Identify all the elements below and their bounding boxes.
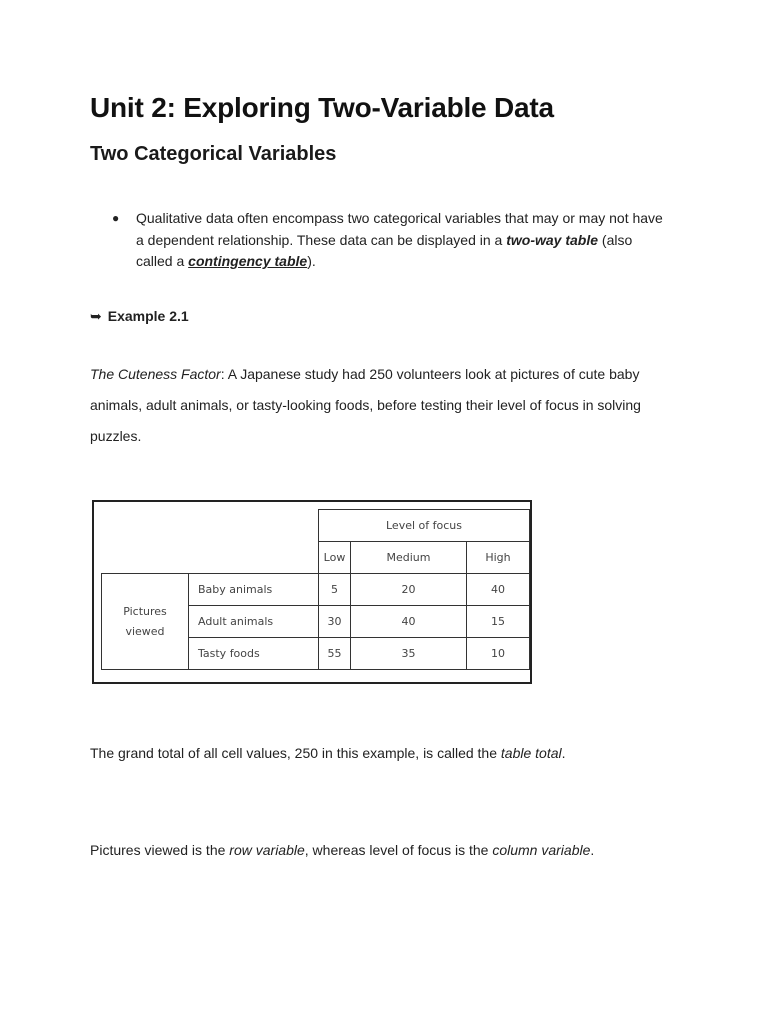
table-cell: 55: [318, 637, 351, 670]
table-total-note: [90, 745, 566, 761]
term-table-total: table total: [500, 745, 562, 761]
column-header-high: High: [466, 541, 530, 574]
term-row-variable: row variable: [229, 842, 305, 858]
bullet-text: [136, 208, 672, 273]
term-two-way-table: two-way table: [506, 231, 599, 248]
note-text: .: [590, 842, 595, 858]
bullet-text-part: ).: [307, 253, 316, 269]
note-text: Pictures viewed is the: [90, 842, 230, 858]
example-heading: [90, 308, 189, 325]
table-cell: 40: [466, 573, 530, 606]
study-description: : A Japanese study had 250 volunteers look at pictures of cute baby animals, adult animals, or tasty-looking foods, before testing their level of focus in solving puzzles.: [90, 366, 641, 444]
page-title: Unit 2: Exploring Two-Variable Data: [90, 92, 554, 123]
note-text: , whereas level of focus is the: [304, 842, 493, 858]
note-text: .: [561, 745, 566, 761]
row-label-tasty-foods: Tasty foods: [188, 637, 319, 670]
bullet-icon: ●: [112, 211, 120, 225]
table-cell: 30: [318, 605, 351, 638]
row-label-baby-animals: Baby animals: [188, 573, 319, 606]
column-header-low: Low: [318, 541, 351, 574]
study-title: The Cuteness Factor: [90, 366, 221, 382]
bullet-text-part: Qualitative data often encompass two categorical variables that may or may not have a dependent relationship. These data can be displayed in a: [136, 210, 663, 248]
column-variable-header: Level of focus: [318, 509, 530, 542]
row-variable-header: Pictures viewed: [101, 573, 189, 670]
bullet-item: [112, 208, 672, 273]
variables-note: [90, 842, 594, 858]
table-cell: 20: [350, 573, 467, 606]
bullet-text-part: (also called a: [136, 231, 633, 269]
term-column-variable: column variable: [492, 842, 591, 858]
example-label: Example 2.1: [107, 308, 189, 324]
note-text: The grand total of all cell values, 250 in this example, is called the: [90, 745, 501, 761]
column-header-medium: Medium: [350, 541, 467, 574]
row-label-adult-animals: Adult animals: [188, 605, 319, 638]
table-cell: 10: [466, 637, 530, 670]
curved-arrow-icon: ➥: [90, 308, 102, 324]
example-paragraph: [90, 359, 690, 452]
table-cell: 5: [318, 573, 351, 606]
table-cell: 35: [350, 637, 467, 670]
table-cell: 15: [466, 605, 530, 638]
two-way-table: [92, 500, 532, 684]
table-cell: 40: [350, 605, 467, 638]
term-contingency-table: contingency table: [188, 253, 308, 269]
section-heading: Two Categorical Variables: [90, 143, 337, 165]
